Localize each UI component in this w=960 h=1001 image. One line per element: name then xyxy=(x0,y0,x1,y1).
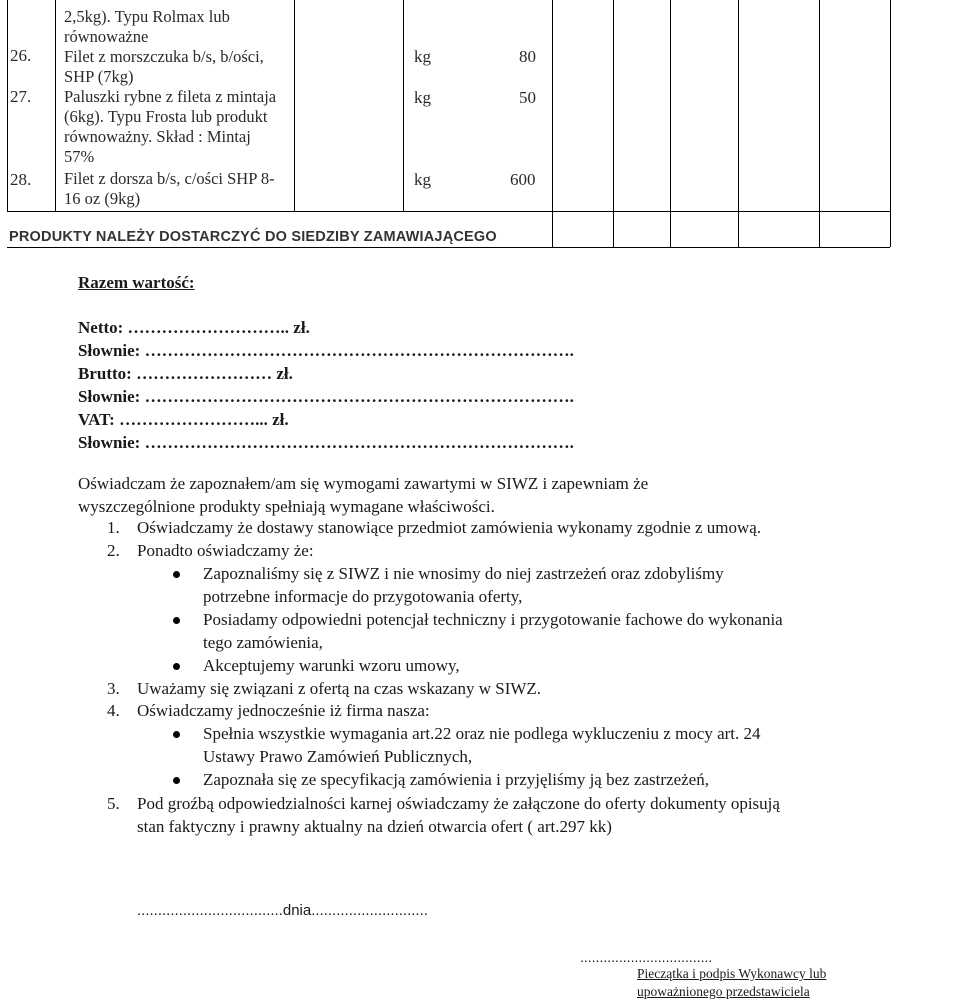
date-place-line: ...................................dnia............................ xyxy=(137,902,428,919)
point-1-number: 1. xyxy=(107,518,120,537)
point-4-number: 4. xyxy=(107,701,120,720)
p2-bullet-2-line-1: Posiadamy odpowiedni potencjał techniczny i przygotowanie fachowe do wykonania xyxy=(203,610,783,629)
text-line: 2,5kg). Typu Rolmax lub xyxy=(64,7,230,26)
table-border xyxy=(819,0,820,247)
table-border xyxy=(738,0,739,247)
row-28-unit: kg xyxy=(414,170,431,189)
row-26-lp: 26. xyxy=(10,46,32,65)
row-28-qty: 600 xyxy=(510,170,536,189)
vat-line: VAT: ……………………... zł. xyxy=(78,410,289,429)
row-27-name xyxy=(64,87,276,167)
table-border xyxy=(403,0,404,211)
p4-bullet-2: Zapoznała się ze specyfikacją zamówienia i przyjęliśmy ją bez zastrzeżeń, xyxy=(203,770,709,789)
bullet-icon xyxy=(173,731,180,738)
bullet-icon xyxy=(173,617,180,624)
point-3-number: 3. xyxy=(107,679,120,698)
p2-bullet-1-line-1: Zapoznaliśmy się z SIWZ i nie wnosimy do niej zastrzeżeń oraz zdobyliśmy xyxy=(203,564,724,583)
row-25-name xyxy=(64,7,230,47)
row-26-unit: kg xyxy=(414,47,431,66)
table-border xyxy=(552,0,553,247)
text-line: 57% xyxy=(64,147,95,166)
row-27-qty: 50 xyxy=(519,88,536,107)
table-border xyxy=(294,0,295,211)
brutto-line: Brutto: …………………… zł. xyxy=(78,364,293,383)
delivery-notice: PRODUKTY NALEŻY DOSTARCZYĆ DO SIEDZIBY ZAMAWIAJĄCEGO xyxy=(9,229,497,245)
text-line: Filet z dorsza b/s, c/ości SHP 8- xyxy=(64,169,275,188)
row-28-name xyxy=(64,169,275,209)
text-line: równoważny. Skład : Mintaj xyxy=(64,127,251,146)
row-27-unit: kg xyxy=(414,88,431,107)
bullet-icon xyxy=(173,663,180,670)
row-27-lp: 27. xyxy=(10,87,32,106)
p4-bullet-1-line-1: Spełnia wszystkie wymagania art.22 oraz nie podlega wykluczeniu z mocy art. 24 xyxy=(203,724,761,743)
bullet-icon xyxy=(173,571,180,578)
point-1-text: Oświadczamy że dostawy stanowiące przedmiot zamówienia wykonamy zgodnie z umową. xyxy=(137,518,762,537)
table-border xyxy=(7,247,890,248)
p4-bullet-1-line-2: Ustawy Prawo Zamówień Publicznych, xyxy=(203,747,473,766)
bullet-icon xyxy=(173,777,180,784)
signature-label-line-1: Pieczątka i podpis Wykonawcy lub xyxy=(637,966,827,981)
point-2-number: 2. xyxy=(107,541,120,560)
table-border xyxy=(7,211,890,212)
text-line: Filet z morszczuka b/s, b/ości, xyxy=(64,47,264,66)
point-2-text: Ponadto oświadczamy że: xyxy=(137,541,314,560)
row-26-name xyxy=(64,47,264,87)
table-border xyxy=(7,0,8,211)
declaration-intro-line-1: Oświadczam że zapoznałem/am się wymogami zawartymi w SIWZ i zapewniam że xyxy=(78,474,649,493)
point-5-line-1: Pod groźbą odpowiedzialności karnej oświadczamy że załączone do oferty dokumenty opisują xyxy=(137,794,780,813)
netto-words-line: Słownie: …………………………………………………………………. xyxy=(78,341,574,360)
row-28-lp: 28. xyxy=(10,170,32,189)
point-3-text: Uważamy się związani z ofertą na czas wskazany w SIWZ. xyxy=(137,679,542,698)
row-26-qty: 80 xyxy=(519,47,536,66)
table-border xyxy=(890,0,891,247)
table-border xyxy=(670,0,671,247)
point-5-line-2: stan faktyczny i prawny aktualny na dzień otwarcia ofert ( art.297 kk) xyxy=(137,817,612,836)
text-line: Paluszki rybne z fileta z mintaja xyxy=(64,87,277,106)
text-line: SHP (7kg) xyxy=(64,67,134,86)
point-4-text: Oświadczamy jednocześnie iż firma nasza: xyxy=(137,701,430,720)
p2-bullet-3: Akceptujemy warunki wzoru umowy, xyxy=(203,656,460,675)
signature-label-line-2: upoważnionego przedstawiciela xyxy=(637,984,810,999)
p2-bullet-2-line-2: tego zamówienia, xyxy=(203,633,323,652)
point-5-number: 5. xyxy=(107,794,120,813)
signature-dots: .................................. xyxy=(580,949,713,965)
vat-words-line: Słownie: …………………………………………………………………. xyxy=(78,433,574,452)
text-line: równoważne xyxy=(64,27,149,46)
table-border xyxy=(552,211,553,212)
netto-line: Netto: ……………………….. zł. xyxy=(78,318,310,337)
brutto-words-line: Słownie: …………………………………………………………………. xyxy=(78,387,574,406)
table-border xyxy=(613,0,614,247)
table-border xyxy=(55,0,56,211)
summary-heading: Razem wartość: xyxy=(78,273,195,292)
p2-bullet-1-line-2: potrzebne informacje do przygotowania oferty, xyxy=(203,587,523,606)
text-line: 16 oz (9kg) xyxy=(64,189,141,208)
text-line: (6kg). Typu Frosta lub produkt xyxy=(64,107,268,126)
declaration-intro-line-2: wyszczególnione produkty spełniają wymagane właściwości. xyxy=(78,497,495,516)
